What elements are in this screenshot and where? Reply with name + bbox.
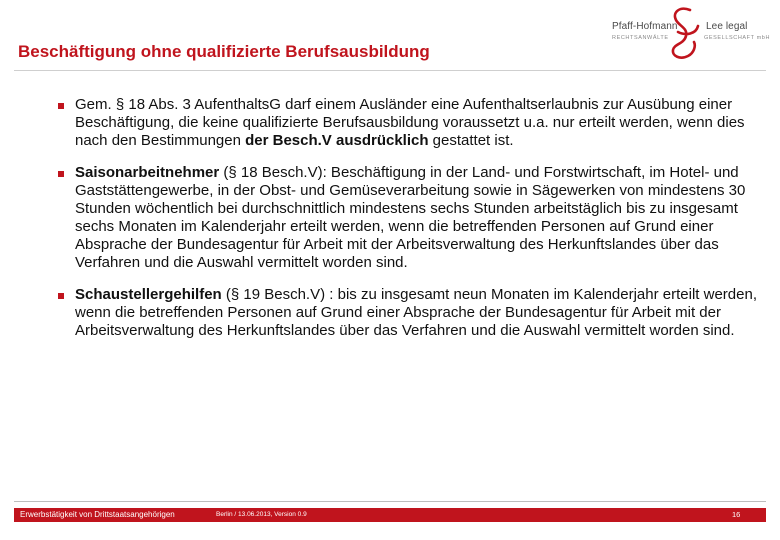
bullet-text: gestattet ist. [428, 132, 514, 149]
bullet-item [58, 286, 763, 340]
bullet-text: (§ 19 Besch.V) : bis zu insgesamt neun Monaten im Kalenderjahr erteilt werden, wenn die betreffenden Personen auf Grund einer Absprache der Bundesagentur für Arbeit mit der Arbeitsverwaltung des Herkunftslandes über das Verfahren und die Auswahl vermittelt worden sind. [75, 286, 757, 339]
bullet-text-bold: Schaustellergehilfen [75, 286, 222, 303]
footer-title: Erwerbstätigkeit von Drittstaatsangehörigen [20, 510, 175, 519]
logo-right-sub: GESELLSCHAFT mbH [704, 35, 771, 41]
title-divider [14, 70, 766, 71]
page-title: Beschäftigung ohne qualifizierte Berufsausbildung [18, 42, 430, 61]
bullet-square-icon [58, 293, 64, 299]
logo-left-name: Pfaff-Hofmann [612, 21, 678, 32]
bullet-item [58, 96, 763, 150]
bullet-square-icon [58, 103, 64, 109]
logo-right-name: Lee legal [706, 21, 748, 32]
bullet-item [58, 164, 763, 272]
bullet-text-bold: der Besch.V ausdrücklich [245, 132, 429, 149]
footer-meta: Berlin / 13.06.2013, Version 0.9 [216, 511, 307, 518]
bullet-list [58, 96, 763, 354]
page-number: 16 [732, 510, 741, 519]
footer-divider [14, 501, 766, 502]
bullet-text: Gem. § 18 Abs. 3 AufenthaltsG darf einem Ausländer eine Aufenthaltserlaubnis zur Ausübung einer Beschäftigung, die keine qualifizierte Berufsausbildung voraussetzt u.a. nur erteilt werden, wenn dies nach den Bestimmungen [75, 96, 745, 149]
company-logo [612, 4, 774, 64]
bullet-square-icon [58, 171, 64, 177]
bullet-text-bold: Saisonarbeitnehmer [75, 164, 220, 181]
bullet-text: (§ 18 Besch.V): Beschäftigung in der Land- und Forstwirtschaft, im Hotel- und Gaststättengewerbe, in der Obst- und Gemüseverarbeitung sowie in Sägewerken von mindestens 30 Stunden wöchentlich bei durchschnittlich mindestens sechs Stunden arbeitstäglich bis zu insgesamt sechs Monaten im Kalenderjahr erteilt werden, wenn die betreffenden Personen auf Grund einer Absprache der Bundesagentur für Arbeit mit der Arbeitsverwaltung des Herkunftslandes über das Verfahren und die Auswahl vermittelt worden sind. [75, 164, 746, 271]
ampersand-logo-icon [664, 4, 704, 62]
logo-left-sub: RECHTSANWÄLTE [612, 35, 669, 41]
